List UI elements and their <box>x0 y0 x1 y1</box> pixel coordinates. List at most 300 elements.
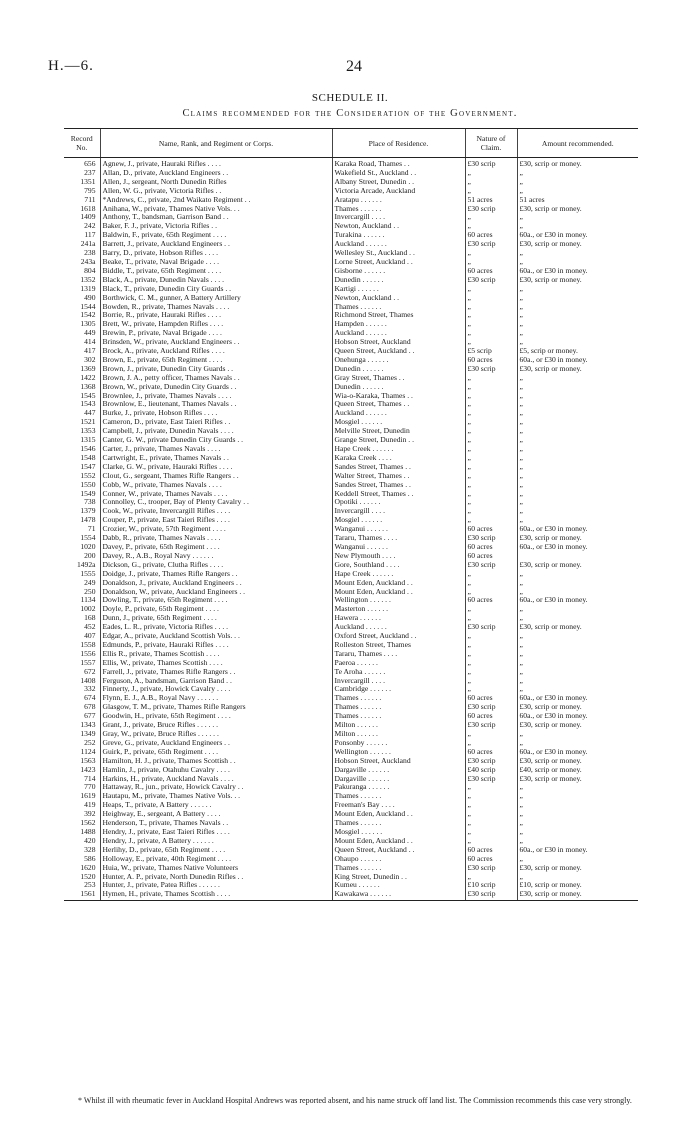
cell-place-of-residence: Dunedin . . . . . . <box>332 276 465 285</box>
cell-nature-of-claim: „ <box>465 490 517 499</box>
cell-amount-recommended: „ <box>517 463 638 472</box>
table-row <box>64 169 638 178</box>
cell-record-no: 1379 <box>80 507 96 516</box>
cell-nature-of-claim: £30 scrip <box>465 205 517 214</box>
cell-record-no: 1351 <box>80 177 96 186</box>
cell-nature-of-claim: „ <box>465 783 517 792</box>
cell-name-rank-corps: Crozier, W., private, 57th Regiment . . . . <box>100 525 332 534</box>
cell-record-no: 407 <box>84 632 96 641</box>
table-row <box>64 285 638 294</box>
cell-place-of-residence: Mosgiel . . . . . . <box>332 418 465 427</box>
cell-amount-recommended: „ <box>517 454 638 463</box>
cell-place-of-residence: Keddell Street, Thames . . <box>332 490 465 499</box>
cell-nature-of-claim: „ <box>465 650 517 659</box>
cell-nature-of-claim: £30 scrip <box>465 240 517 249</box>
table-row <box>64 392 638 401</box>
cell-name-rank-corps: Hunter, A. P., private, North Dunedin Rifles . . <box>100 873 332 882</box>
cell-record-no: 414 <box>84 338 96 347</box>
cell-amount-recommended: „ <box>517 472 638 481</box>
cell-amount-recommended: £30, scrip or money. <box>517 890 638 900</box>
cell-record-no: 1315 <box>80 436 96 445</box>
cell-nature-of-claim: „ <box>465 668 517 677</box>
cell-nature-of-claim: „ <box>465 249 517 258</box>
cell-record-no: 452 <box>84 623 96 632</box>
cell-nature-of-claim: „ <box>465 374 517 383</box>
cell-place-of-residence: Wanganui . . . . . . <box>332 543 465 552</box>
cell-name-rank-corps: Cartwright, E., private, Thames Navals . . <box>100 454 332 463</box>
cell-nature-of-claim: „ <box>465 436 517 445</box>
cell-record-no: 117 <box>84 231 96 240</box>
cell-name-rank-corps: Edgar, A., private, Auckland Scottish Vols. . . <box>100 632 332 641</box>
cell-record-no: 1548 <box>80 453 96 462</box>
cell-record-no: 1555 <box>80 569 96 578</box>
cell-record-no: 200 <box>84 551 96 560</box>
cell-nature-of-claim: „ <box>465 739 517 748</box>
table-row <box>64 383 638 392</box>
cell-nature-of-claim: „ <box>465 213 517 222</box>
cell-record-no: 674 <box>84 694 96 703</box>
cell-record-no: 1343 <box>80 721 96 730</box>
table-row <box>64 659 638 668</box>
cell-name-rank-corps: Dabb, R., private, Thames Navals . . . . <box>100 534 332 543</box>
cell-nature-of-claim: „ <box>465 294 517 303</box>
cell-amount-recommended: „ <box>517 588 638 597</box>
cell-nature-of-claim: 60 acres <box>465 855 517 864</box>
cell-record-no: 804 <box>84 266 96 275</box>
cell-place-of-residence: Newton, Auckland . . <box>332 294 465 303</box>
cell-place-of-residence: Freeman's Bay . . . . <box>332 801 465 810</box>
cell-record-no: 1563 <box>80 756 96 765</box>
cell-nature-of-claim: „ <box>465 810 517 819</box>
cell-record-no: 1554 <box>80 534 96 543</box>
table-row <box>64 205 638 214</box>
cell-nature-of-claim: £30 scrip <box>465 864 517 873</box>
cell-nature-of-claim: £5 scrip <box>465 347 517 356</box>
cell-nature-of-claim: „ <box>465 285 517 294</box>
cell-nature-of-claim: 60 acres <box>465 543 517 552</box>
cell-amount-recommended: „ <box>517 783 638 792</box>
cell-place-of-residence: Turakina . . . . . . <box>332 231 465 240</box>
cell-record-no: 1520 <box>80 872 96 881</box>
table-row <box>64 579 638 588</box>
cell-place-of-residence: Thames . . . . . . <box>332 303 465 312</box>
cell-record-no: 711 <box>84 195 96 204</box>
cell-place-of-residence: Sandes Street, Thames . . <box>332 463 465 472</box>
cell-place-of-residence: Gray Street, Thames . . <box>332 374 465 383</box>
cell-nature-of-claim: „ <box>465 730 517 739</box>
cell-record-no: 586 <box>84 854 96 863</box>
cell-place-of-residence: Masterton . . . . . . <box>332 605 465 614</box>
cell-amount-recommended: „ <box>517 570 638 579</box>
cell-place-of-residence: Hawera . . . . . . <box>332 614 465 623</box>
table-row <box>64 258 638 267</box>
cell-record-no: 1543 <box>80 400 96 409</box>
cell-nature-of-claim: 60 acres <box>465 748 517 757</box>
cell-name-rank-corps: Glasgow, T. M., private, Thames Rifle Rangers <box>100 703 332 712</box>
cell-place-of-residence: Aratapu . . . . . . <box>332 196 465 205</box>
cell-amount-recommended: „ <box>517 481 638 490</box>
cell-nature-of-claim: 51 acres <box>465 196 517 205</box>
cell-record-no: 1020 <box>80 542 96 551</box>
cell-name-rank-corps: Burke, J., private, Hobson Rifles . . . . <box>100 409 332 418</box>
cell-nature-of-claim: „ <box>465 828 517 837</box>
cell-nature-of-claim: £30 scrip <box>465 890 517 900</box>
cell-record-no: 1369 <box>80 364 96 373</box>
cell-nature-of-claim: „ <box>465 605 517 614</box>
cell-name-rank-corps: Ellis, W., private, Thames Scottish . . . . <box>100 659 332 668</box>
cell-amount-recommended: „ <box>517 311 638 320</box>
cell-name-rank-corps: Heaps, T., private, A Battery . . . . . . <box>100 801 332 810</box>
cell-record-no: 1492a <box>76 560 96 569</box>
cell-amount-recommended: £30, scrip or money. <box>517 721 638 730</box>
table-row <box>64 320 638 329</box>
cell-name-rank-corps: Bowden, R., private, Thames Navals . . . . <box>100 303 332 312</box>
cell-nature-of-claim: „ <box>465 427 517 436</box>
table-header-row <box>64 129 638 158</box>
table-row <box>64 445 638 454</box>
cell-name-rank-corps: Dunn, J., private, 65th Regiment . . . . <box>100 614 332 623</box>
cell-amount-recommended: „ <box>517 392 638 401</box>
table-row <box>64 677 638 686</box>
cell-record-no: 249 <box>84 578 96 587</box>
table-row <box>64 178 638 187</box>
cell-nature-of-claim: 60 acres <box>465 267 517 276</box>
cell-place-of-residence: Thames . . . . . . <box>332 864 465 873</box>
cell-amount-recommended: 60a., or £30 in money. <box>517 543 638 552</box>
cell-nature-of-claim: £30 scrip <box>465 703 517 712</box>
cell-name-rank-corps: Cameron, D., private, East Taieri Rifles . . <box>100 418 332 427</box>
cell-nature-of-claim: „ <box>465 685 517 694</box>
cell-nature-of-claim: £30 scrip <box>465 775 517 784</box>
cell-record-no: 241a <box>80 240 96 249</box>
cell-place-of-residence: Albany Street, Dunedin . . <box>332 178 465 187</box>
cell-place-of-residence: Cambridge . . . . . . <box>332 685 465 694</box>
cell-nature-of-claim: „ <box>465 320 517 329</box>
cell-amount-recommended: „ <box>517 383 638 392</box>
cell-nature-of-claim: „ <box>465 178 517 187</box>
cell-nature-of-claim: „ <box>465 392 517 401</box>
table-row <box>64 650 638 659</box>
cell-place-of-residence: Melville Street, Dunedin <box>332 427 465 436</box>
table-row <box>64 222 638 231</box>
cell-name-rank-corps: Huia, W., private, Thames Native Volunteers <box>100 864 332 873</box>
table-row <box>64 855 638 864</box>
cell-record-no: 1353 <box>80 427 96 436</box>
cell-place-of-residence: Thames . . . . . . <box>332 205 465 214</box>
table-row <box>64 819 638 828</box>
cell-nature-of-claim: „ <box>465 463 517 472</box>
cell-amount-recommended: „ <box>517 418 638 427</box>
cell-nature-of-claim: £30 scrip <box>465 721 517 730</box>
cell-record-no: 328 <box>84 845 96 854</box>
cell-name-rank-corps: Flynn, E. J., A.B., Royal Navy . . . . . . <box>100 694 332 703</box>
cell-amount-recommended: 60a., or £30 in money. <box>517 231 638 240</box>
table-row <box>64 801 638 810</box>
cell-name-rank-corps: Barrett, J., private, Auckland Engineers . . <box>100 240 332 249</box>
cell-place-of-residence: Hobson Street, Auckland <box>332 757 465 766</box>
cell-name-rank-corps: Hattaway, R., jun., private, Howick Cavalry . . <box>100 783 332 792</box>
cell-amount-recommended: „ <box>517 329 638 338</box>
table-row <box>64 828 638 837</box>
table-row <box>64 766 638 775</box>
cell-nature-of-claim: „ <box>465 579 517 588</box>
cell-amount-recommended: „ <box>517 792 638 801</box>
cell-amount-recommended: £30, scrip or money. <box>517 775 638 784</box>
cell-record-no: 253 <box>84 881 96 890</box>
cell-record-no: 1134 <box>80 596 96 605</box>
cell-nature-of-claim: „ <box>465 498 517 507</box>
cell-record-no: 672 <box>84 667 96 676</box>
cell-place-of-residence: Oxford Street, Auckland . . <box>332 632 465 641</box>
cell-nature-of-claim: „ <box>465 472 517 481</box>
cell-nature-of-claim: „ <box>465 588 517 597</box>
cell-place-of-residence: Wanganui . . . . . . <box>332 525 465 534</box>
cell-place-of-residence: Thames . . . . . . <box>332 792 465 801</box>
cell-amount-recommended: £30, scrip or money. <box>517 276 638 285</box>
table-row <box>64 240 638 249</box>
cell-amount-recommended: „ <box>517 187 638 196</box>
cell-amount-recommended: „ <box>517 213 638 222</box>
cell-place-of-residence: Wellington . . . . . . <box>332 596 465 605</box>
table-row <box>64 158 638 169</box>
cell-nature-of-claim: „ <box>465 677 517 686</box>
cell-place-of-residence: Mosgiel . . . . . . <box>332 828 465 837</box>
cell-name-rank-corps: Carter, J., private, Thames Navals . . . . <box>100 445 332 454</box>
cell-amount-recommended: „ <box>517 828 638 837</box>
cell-record-no: 1305 <box>80 320 96 329</box>
cell-place-of-residence: Auckland . . . . . . <box>332 329 465 338</box>
cell-amount-recommended: „ <box>517 650 638 659</box>
cell-record-no: 447 <box>84 409 96 418</box>
table-row <box>64 303 638 312</box>
cell-place-of-residence: Auckland . . . . . . <box>332 623 465 632</box>
table-row <box>64 249 638 258</box>
cell-name-rank-corps: Holloway, E., private, 40th Regiment . . . . <box>100 855 332 864</box>
cell-record-no: 1549 <box>80 489 96 498</box>
col-header-name: Name, Rank, and Regiment or Corps. <box>100 129 332 158</box>
cell-amount-recommended: „ <box>517 659 638 668</box>
cell-nature-of-claim: £30 scrip <box>465 365 517 374</box>
cell-place-of-residence: Mount Eden, Auckland . . <box>332 588 465 597</box>
cell-place-of-residence: Wia-o-Karaka, Thames . . <box>332 392 465 401</box>
cell-name-rank-corps: Allen, J., sergeant, North Dunedin Rifles <box>100 178 332 187</box>
table-row <box>64 881 638 890</box>
cell-nature-of-claim: „ <box>465 659 517 668</box>
table-row <box>64 187 638 196</box>
cell-nature-of-claim: „ <box>465 873 517 882</box>
cell-record-no: 1409 <box>80 213 96 222</box>
cell-amount-recommended: „ <box>517 490 638 499</box>
cell-place-of-residence: Gore, Southland . . . . <box>332 561 465 570</box>
table-row <box>64 481 638 490</box>
cell-nature-of-claim: „ <box>465 481 517 490</box>
cell-record-no: 1368 <box>80 382 96 391</box>
cell-amount-recommended: 60a., or £30 in money. <box>517 712 638 721</box>
cell-amount-recommended: „ <box>517 677 638 686</box>
cell-place-of-residence: Richmond Street, Thames <box>332 311 465 320</box>
cell-nature-of-claim: 60 acres <box>465 356 517 365</box>
cell-nature-of-claim: £30 scrip <box>465 623 517 632</box>
cell-amount-recommended: 51 acres <box>517 196 638 205</box>
cell-record-no: 795 <box>84 186 96 195</box>
cell-record-no: 1547 <box>80 462 96 471</box>
cell-place-of-residence: Wellesley St., Auckland . . <box>332 249 465 258</box>
table-row <box>64 792 638 801</box>
table-row <box>64 685 638 694</box>
table-row <box>64 712 638 721</box>
cell-name-rank-corps: *Andrews, C., private, 2nd Waikato Regiment . . <box>100 196 332 205</box>
table-row <box>64 267 638 276</box>
table-row <box>64 463 638 472</box>
cell-nature-of-claim: „ <box>465 837 517 846</box>
cell-nature-of-claim: „ <box>465 169 517 178</box>
cell-name-rank-corps: Eades, L. R., private, Victoria Rifles . . . . <box>100 623 332 632</box>
cell-nature-of-claim: 60 acres <box>465 712 517 721</box>
cell-place-of-residence: Grange Street, Dunedin . . <box>332 436 465 445</box>
cell-name-rank-corps: Cobb, W., private, Thames Navals . . . . <box>100 481 332 490</box>
table-row <box>64 472 638 481</box>
cell-amount-recommended: „ <box>517 819 638 828</box>
cell-record-no: 1557 <box>80 658 96 667</box>
cell-name-rank-corps: Davey, R., A.B., Royal Navy . . . . . . <box>100 552 332 561</box>
cell-nature-of-claim: „ <box>465 454 517 463</box>
cell-name-rank-corps: Farrell, J., private, Thames Rifle Rangers . . <box>100 668 332 677</box>
col-header-amount: Amount recommended. <box>517 129 638 158</box>
cell-place-of-residence: Mosgiel . . . . . . <box>332 516 465 525</box>
cell-amount-recommended: „ <box>517 507 638 516</box>
cell-name-rank-corps: Brown, E., private, 65th Regiment . . . . <box>100 356 332 365</box>
cell-place-of-residence: Invercargill . . . . <box>332 677 465 686</box>
table-row <box>64 721 638 730</box>
cell-place-of-residence: Kartigi . . . . . . <box>332 285 465 294</box>
cell-place-of-residence: Dunedin . . . . . . <box>332 365 465 374</box>
table-row <box>64 890 638 900</box>
cell-place-of-residence: Mount Eden, Auckland . . <box>332 810 465 819</box>
cell-place-of-residence: Dunedin . . . . . . <box>332 383 465 392</box>
table-row <box>64 846 638 855</box>
cell-name-rank-corps: Davey, P., private, 65th Regiment . . . . <box>100 543 332 552</box>
cell-amount-recommended: £10, scrip or money. <box>517 881 638 890</box>
cell-name-rank-corps: Brock, A., private, Auckland Rifles . . . . <box>100 347 332 356</box>
cell-place-of-residence: Tararu, Thames . . . . <box>332 650 465 659</box>
cell-amount-recommended: „ <box>517 294 638 303</box>
cell-amount-recommended: „ <box>517 178 638 187</box>
cell-nature-of-claim: £30 scrip <box>465 534 517 543</box>
cell-amount-recommended: „ <box>517 810 638 819</box>
table-row <box>64 596 638 605</box>
cell-nature-of-claim: „ <box>465 187 517 196</box>
cell-amount-recommended: „ <box>517 498 638 507</box>
cell-name-rank-corps: Biddle, T., private, 65th Regiment . . . . <box>100 267 332 276</box>
cell-record-no: 243a <box>80 257 96 266</box>
cell-place-of-residence: Walter Street, Thames . . <box>332 472 465 481</box>
table-row <box>64 338 638 347</box>
cell-name-rank-corps: Brett, W., private, Hampden Rifles . . . . <box>100 320 332 329</box>
cell-name-rank-corps: Cook, W., private, Invercargill Rifles . . . . <box>100 507 332 516</box>
col-header-record: Record No. <box>64 129 100 158</box>
cell-nature-of-claim: „ <box>465 418 517 427</box>
cell-name-rank-corps: Grant, J., private, Bruce Rifles . . . . . . <box>100 721 332 730</box>
cell-place-of-residence: Mount Eden, Auckland . . <box>332 837 465 846</box>
cell-amount-recommended: „ <box>517 614 638 623</box>
cell-name-rank-corps: Baldwin, F., private, 65th Regiment . . . . <box>100 231 332 240</box>
cell-nature-of-claim: £30 scrip <box>465 158 517 169</box>
table-row <box>64 525 638 534</box>
cell-name-rank-corps: Anthony, T., bandsman, Garrison Band . . <box>100 213 332 222</box>
cell-place-of-residence: Queen Street, Auckland . . <box>332 846 465 855</box>
cell-name-rank-corps: Dowling, T., private, 65th Regiment . . . . <box>100 596 332 605</box>
cell-place-of-residence: Hape Creek . . . . . . <box>332 445 465 454</box>
cell-record-no: 419 <box>84 801 96 810</box>
cell-amount-recommended: £30, scrip or money. <box>517 703 638 712</box>
cell-place-of-residence: Opotiki . . . . . . <box>332 498 465 507</box>
cell-name-rank-corps: Doyle, P., private, 65th Regiment . . . . <box>100 605 332 614</box>
cell-record-no: 1556 <box>80 649 96 658</box>
cell-amount-recommended: £30, scrip or money. <box>517 205 638 214</box>
cell-amount-recommended: £30, scrip or money. <box>517 158 638 169</box>
cell-name-rank-corps: Campbell, J., private, Dunedin Navals . . . . <box>100 427 332 436</box>
table-row <box>64 748 638 757</box>
cell-place-of-residence: Dargaville . . . . . . <box>332 766 465 775</box>
cell-nature-of-claim: 60 acres <box>465 525 517 534</box>
table-row <box>64 543 638 552</box>
cell-record-no: 1002 <box>80 605 96 614</box>
cell-nature-of-claim: „ <box>465 222 517 231</box>
cell-amount-recommended: „ <box>517 400 638 409</box>
cell-nature-of-claim: „ <box>465 329 517 338</box>
cell-amount-recommended: £30, scrip or money. <box>517 623 638 632</box>
cell-place-of-residence: Thames . . . . . . <box>332 819 465 828</box>
cell-record-no: 1422 <box>80 373 96 382</box>
cell-name-rank-corps: Guirk, P., private, 65th Regiment . . . . <box>100 748 332 757</box>
cell-place-of-residence: Tararu, Thames . . . . <box>332 534 465 543</box>
cell-name-rank-corps: Hendry, J., private, East Taieri Rifles . . . . <box>100 828 332 837</box>
page-header <box>48 58 660 78</box>
table-row <box>64 490 638 499</box>
cell-amount-recommended: „ <box>517 801 638 810</box>
cell-place-of-residence: Karaka Road, Thames . . <box>332 158 465 169</box>
cell-place-of-residence: Hape Creek . . . . . . <box>332 570 465 579</box>
table-row <box>64 231 638 240</box>
cell-name-rank-corps: Greve, G., private, Auckland Engineers . . <box>100 739 332 748</box>
cell-record-no: 417 <box>84 347 96 356</box>
cell-nature-of-claim: „ <box>465 507 517 516</box>
cell-nature-of-claim: „ <box>465 516 517 525</box>
cell-amount-recommended: £40, scrip or money. <box>517 766 638 775</box>
cell-amount-recommended: 60a., or £30 in money. <box>517 694 638 703</box>
cell-amount-recommended: „ <box>517 685 638 694</box>
cell-name-rank-corps: Hymen, H., private, Thames Scottish . . . . <box>100 890 332 900</box>
cell-place-of-residence: Ohaupo . . . . . . <box>332 855 465 864</box>
cell-place-of-residence: Invercargill . . . . <box>332 213 465 222</box>
claims-table-body <box>64 158 638 901</box>
table-row <box>64 552 638 561</box>
cell-record-no: 332 <box>84 685 96 694</box>
cell-amount-recommended: „ <box>517 873 638 882</box>
cell-name-rank-corps: Borthwick, C. M., gunner, A Battery Artillery <box>100 294 332 303</box>
cell-nature-of-claim: £30 scrip <box>465 757 517 766</box>
cell-name-rank-corps: Goodwin, H., private, 65th Regiment . . . . <box>100 712 332 721</box>
cell-record-no: 71 <box>87 525 96 534</box>
cell-amount-recommended: „ <box>517 285 638 294</box>
cell-name-rank-corps: Donaldson, W., private, Auckland Engineers . . <box>100 588 332 597</box>
cell-record-no: 678 <box>84 703 96 712</box>
cell-nature-of-claim: „ <box>465 445 517 454</box>
cell-nature-of-claim: „ <box>465 383 517 392</box>
cell-amount-recommended: „ <box>517 605 638 614</box>
cell-amount-recommended: „ <box>517 837 638 846</box>
cell-name-rank-corps: Conner, W., private, Thames Navals . . . . <box>100 490 332 499</box>
